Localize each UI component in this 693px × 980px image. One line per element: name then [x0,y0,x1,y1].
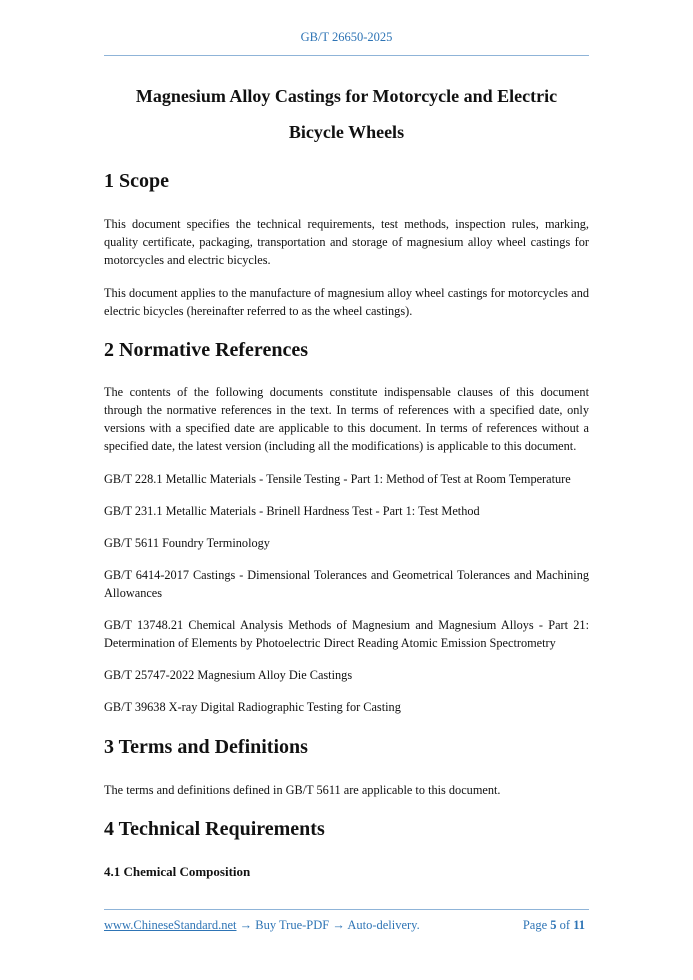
paragraph: This document specifies the technical requirements, test methods, inspection rules, marking, quality certificate, packaging, transportation and storage of magnesium alloy wheel castings for motorcycles and electric bicycles. [104,217,589,267]
title-line-2: Bicycle Wheels [288,122,405,142]
section-heading-scope: 1 Scope [104,170,169,192]
header-rule [104,55,589,56]
reference-item: GB/T 13748.21 Chemical Analysis Methods of Magnesium and Magnesium Alloys - Part 21: Determination of Elements by Photoelectric Direct Reading Atomic Emission Spectrometry [104,618,589,650]
paragraph: The terms and definitions defined in GB/T 5611 are applicable to this document. [104,783,501,797]
reference-item: GB/T 6414-2017 Castings - Dimensional Tolerances and Geometrical Tolerances and Machining Allowances [104,568,589,600]
footer-rule [104,909,589,910]
of-label: of [559,918,571,932]
reference-item: GB/T 39638 X-ray Digital Radiographic Testing for Casting [104,700,401,714]
section-heading-terms: 3 Terms and Definitions [104,736,308,758]
subsection-heading: 4.1 Chemical Composition [104,864,251,879]
reference-item: GB/T 231.1 Metallic Materials - Brinell Hardness Test - Part 1: Test Method [104,504,480,518]
arrow-icon: → [332,918,345,932]
reference-item: GB/T 228.1 Metallic Materials - Tensile Testing - Part 1: Method of Test at Room Temperature [104,472,571,486]
header-doc-number: GB/T 26650-2025 [300,30,393,44]
reference-item: GB/T 5611 Foundry Terminology [104,536,270,550]
section-heading-technical: 4 Technical Requirements [104,818,325,840]
paragraph: This document applies to the manufacture of magnesium alloy wheel castings for motorcycles and electric bicycles (hereinafter referred to as the wheel castings). [104,286,589,318]
page-label: Page [522,918,548,932]
arrow-icon: → [239,918,253,932]
reference-item: GB/T 25747-2022 Magnesium Alloy Die Castings [104,668,353,682]
buy-pdf-text: Buy True-PDF [255,918,330,932]
section-heading-normative: 2 Normative References [104,339,308,361]
page-total: 11 [573,918,585,932]
title-line-1: Magnesium Alloy Castings for Motorcycle and Electric [135,86,558,106]
auto-delivery-text: Auto-delivery. [347,918,420,932]
website-link[interactable]: www.ChineseStandard.net [104,918,237,932]
footer [104,918,589,933]
page-title [104,78,589,150]
paragraph: The contents of the following documents constitute indispensable clauses of this document through the normative references in the text. In terms of references with a specified date, only versions with a specified date are applicable to this document. In terms of references without a specified date, the latest version (including all the modifications) is applicable to this document. [104,385,589,453]
page-indicator [523,918,585,933]
page-number: 5 [550,918,557,932]
